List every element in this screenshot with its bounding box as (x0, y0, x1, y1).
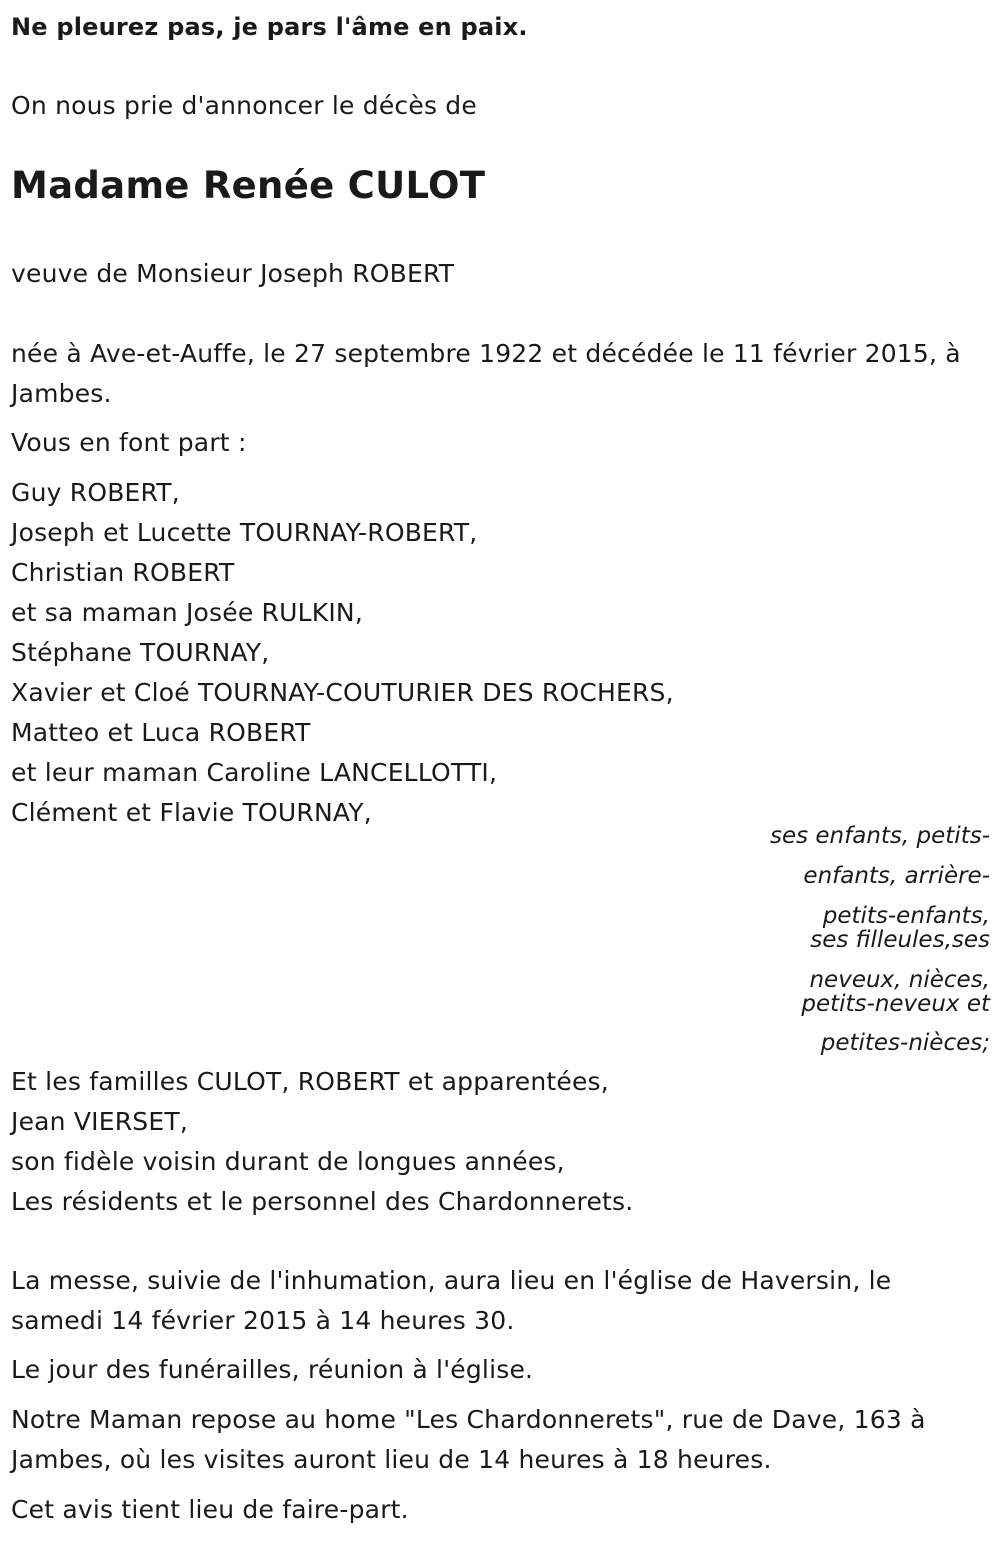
birth-death-line-2: Jambes. (11, 379, 112, 408)
other-mourner: Les résidents et le personnel des Chardonnerets. (11, 1187, 634, 1216)
rests-line-2: Jambes, où les visites auront lieu de 14 heures à 18 heures. (11, 1445, 772, 1474)
birth-death-line-1: née à Ave-et-Auffe, le 27 septembre 1922 et décédée le 11 février 2015, à (11, 339, 961, 368)
family-member: Xavier et Cloé TOURNAY-COUTURIER DES ROCHERS, (11, 678, 674, 707)
family-member: et sa maman Josée RULKIN, (11, 598, 363, 627)
closing-text: Cet avis tient lieu de faire-part. (11, 1495, 409, 1524)
family-member: Matteo et Luca ROBERT (11, 718, 311, 747)
deceased-name: Madame Renée CULOT (11, 164, 486, 207)
family-member: et leur maman Caroline LANCELLOTTI, (11, 758, 498, 787)
other-mourner: Et les familles CULOT, ROBERT et apparentées, (11, 1067, 609, 1096)
family-member: Stéphane TOURNAY, (11, 638, 270, 667)
meeting-text: Le jour des funérailles, réunion à l'église. (11, 1355, 534, 1384)
relation-line: ses enfants, petits- (769, 823, 990, 849)
intro-text: On nous prie d'annoncer le décès de (11, 91, 477, 120)
family-member: Christian ROBERT (11, 558, 235, 587)
relation-line: neveux, nièces, (809, 967, 990, 993)
widow-of: veuve de Monsieur Joseph ROBERT (11, 259, 455, 288)
mass-line-1: La messe, suivie de l'inhumation, aura lieu en l'église de Haversin, le (11, 1266, 892, 1295)
relation-line: ses filleules,ses (810, 927, 990, 953)
rests-line-1: Notre Maman repose au home "Les Chardonnerets", rue de Dave, 163 à (11, 1405, 926, 1434)
relation-line: enfants, arrière- (803, 863, 990, 889)
epigraph: Ne pleurez pas, je pars l'âme en paix. (11, 13, 528, 41)
mass-line-2: samedi 14 février 2015 à 14 heures 30. (11, 1306, 515, 1335)
announce-text: Vous en font part : (11, 428, 247, 457)
family-member: Joseph et Lucette TOURNAY-ROBERT, (11, 518, 478, 547)
other-mourner: Jean VIERSET, (11, 1107, 188, 1136)
relation-line: petits-neveux et (801, 991, 990, 1017)
relation-line: petites-nièces; (820, 1030, 990, 1056)
family-member: Guy ROBERT, (11, 478, 180, 507)
other-mourner: son fidèle voisin durant de longues années, (11, 1147, 565, 1176)
relation-line: petits-enfants, (822, 903, 990, 929)
family-member: Clément et Flavie TOURNAY, (11, 798, 372, 827)
